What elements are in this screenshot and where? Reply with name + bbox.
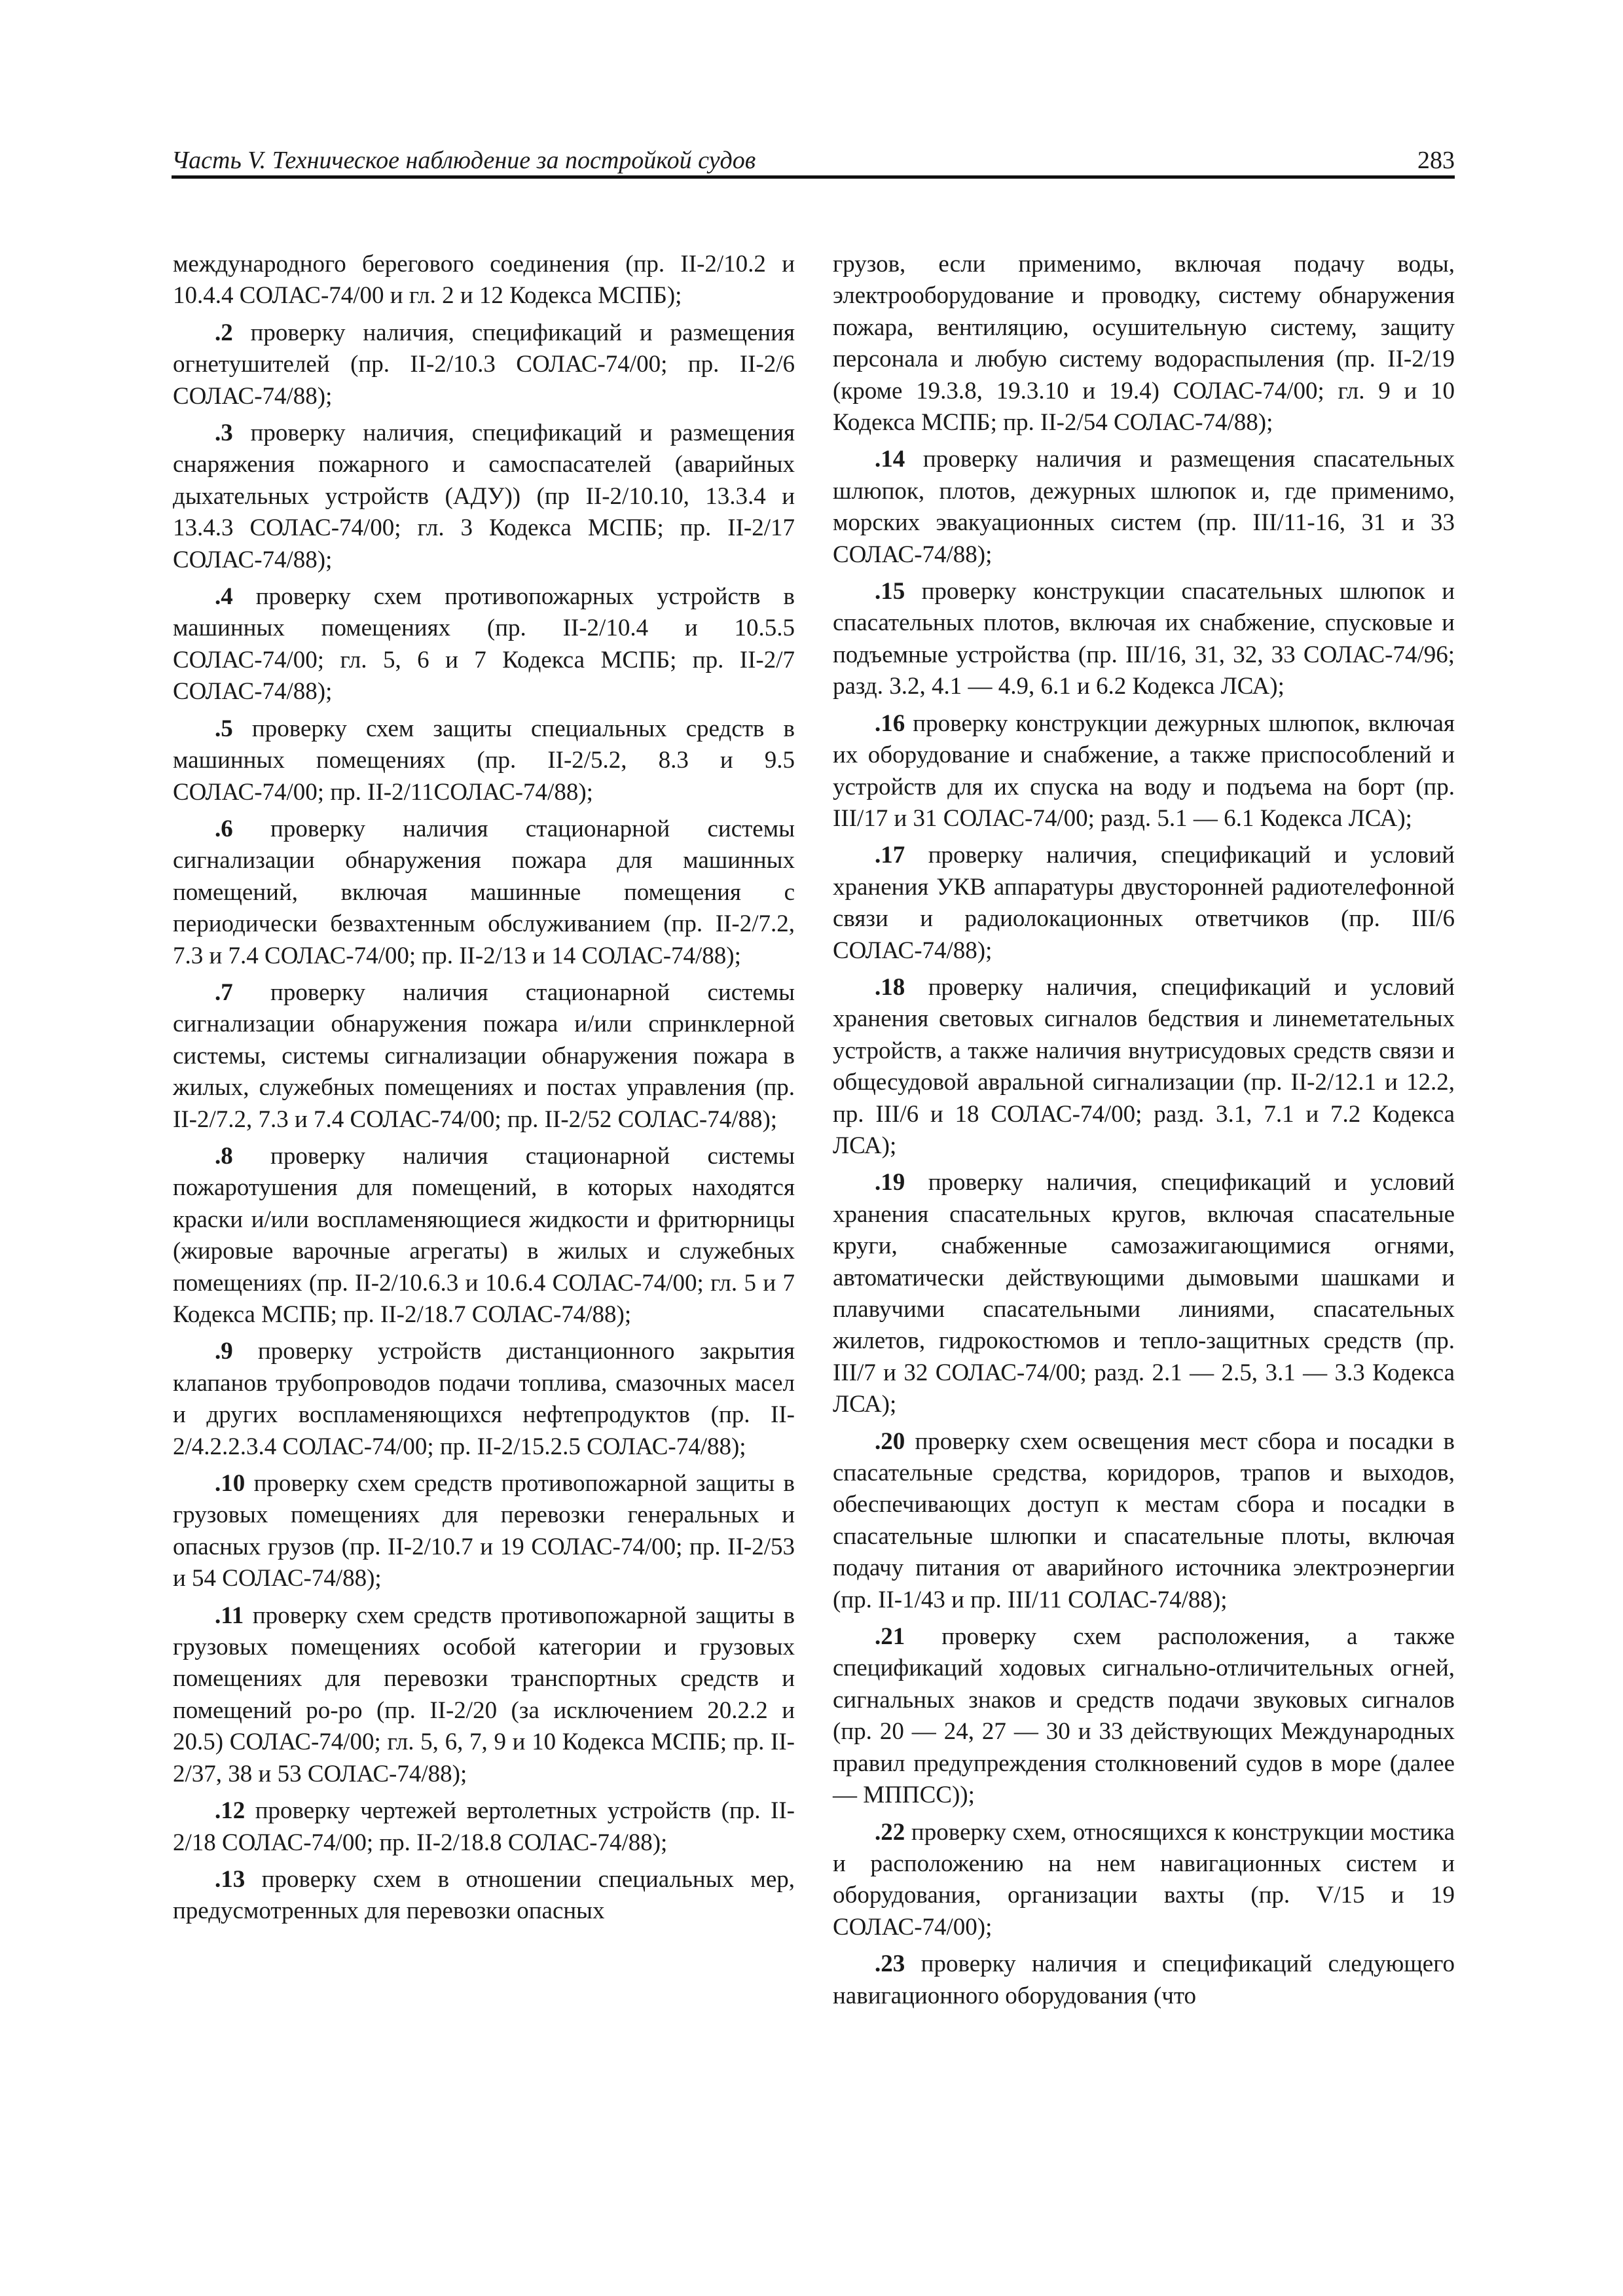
- item-text: проверку чертежей вертолетных устройств (пр. II-2/18 СОЛАС-74/00; пр. II-2/18.8 СОЛАС-74/88);: [173, 1797, 795, 1856]
- list-item: [173, 317, 795, 412]
- item-number: .16: [875, 709, 905, 737]
- list-item: [833, 1426, 1455, 1616]
- item-text: проверку наличия, спецификаций и размещения снаряжения пожарного и самоспасателей (аварийных дыхательных устройств (АДУ)) (пр II-2/10.10, 13.3.4 и 13.4.3 СОЛАС-74/00; гл. 3 Кодекса МСПБ; пр. II-2/17 СОЛАС-74/88);: [173, 420, 795, 573]
- item-text: проверку наличия, спецификаций и условий хранения световых сигналов бедствия и линеметательных устройств, а также наличия внутрисудовых средств связи и общесудовой авральной сигнализации (пр. II-2/12.1 и 12.2, пр. III/6 и 18 СОЛАС-74/00; разд. 3.1, 7.1 и 7.2 Кодекса ЛСА);: [833, 973, 1455, 1159]
- item-text: международного берегового соединения (пр. II-2/10.2 и 10.4.4 СОЛАС-74/00 и гл. 2 и 12 Кодекса МСПБ);: [173, 251, 795, 310]
- item-number: .5: [215, 715, 233, 742]
- list-item: [173, 1795, 795, 1859]
- list-item: [173, 1141, 795, 1331]
- list-item: [833, 1167, 1455, 1420]
- running-header: [172, 134, 1455, 173]
- item-number: .10: [215, 1470, 246, 1498]
- item-text: проверку наличия стационарной системы сигнализации обнаружения пожара и/или спринклерной системы, системы сигнализации обнаружения пожара в жилых, служебных помещениях и постах управления (пр. II-2/7.2, 7.3 и 7.4 СОЛАС-74/00; пр. II-2/52 СОЛАС-74/88);: [173, 978, 795, 1133]
- list-item: [833, 840, 1455, 967]
- list-item: [833, 708, 1455, 835]
- item-text: проверку наличия стационарной системы пожаротушения для помещений, в которых находятся краски и/или воспламеняющиеся жидкости и фритюрницы (жировые варочные агрегаты) в жилых и служебных помещениях (пр. II-2/10.6.3 и 10.6.4 СОЛАС-74/00; гл. 5 и 7 Кодекса МСПБ; пр. II-2/18.7 СОЛАС-74/88);: [173, 1142, 795, 1328]
- item-number: .6: [215, 815, 233, 842]
- item-number: .17: [875, 842, 905, 869]
- item-number: .12: [215, 1797, 246, 1825]
- list-item: [173, 1468, 795, 1595]
- item-number: .21: [875, 1623, 905, 1651]
- item-text: проверку схем защиты специальных средств в машинных помещениях (пр. II-2/5.2, 8.3 и 9.5 СОЛАС-74/00; пр. II-2/11СОЛАС-74/88);: [173, 715, 795, 806]
- right-column: [833, 249, 1455, 2017]
- item-number: .23: [875, 1950, 905, 1978]
- header-title: Часть V. Техническое наблюдение за постройкой судов: [172, 147, 756, 174]
- item-number: .9: [215, 1338, 233, 1365]
- list-item: [833, 1817, 1455, 1944]
- list-item: [173, 713, 795, 808]
- list-item: [833, 576, 1455, 703]
- list-item: [173, 814, 795, 972]
- left-column: [173, 249, 795, 1933]
- item-number: .15: [875, 578, 905, 605]
- item-text: проверку конструкции дежурных шлюпок, включая их оборудование и снабжение, а также приспособлений и устройств для их спуска на воду и подъема на борт (пр. III/17 и 31 СОЛАС-74/00; разд. 5.1 — 6.1 Кодекса ЛСА);: [833, 709, 1455, 832]
- list-item: [173, 1600, 795, 1790]
- item-text: проверку наличия и размещения спасательных шлюпок, плотов, дежурных шлюпок и, где применимо, морских эвакуационных систем (пр. III/11-16, 31 и 33 СОЛАС-74/88);: [833, 446, 1455, 568]
- item-text: проверку устройств дистанционного закрытия клапанов трубопроводов подачи топлива, смазочных масел и других воспламеняющихся нефтепродуктов (пр. II-2/4.2.2.3.4 СОЛАС-74/00; пр. II-2/15.2.5 СОЛАС-74/88);: [173, 1338, 795, 1460]
- item-number: .8: [215, 1142, 233, 1170]
- item-number: .4: [215, 583, 233, 611]
- item-number: .20: [875, 1427, 905, 1455]
- item-text: проверку схем средств противопожарной защиты в грузовых помещениях для перевозки генеральных и опасных грузов (пр. II-2/10.7 и 19 СОЛАС-74/00; пр. II-2/53 и 54 СОЛАС-74/88);: [173, 1470, 795, 1592]
- list-item: [173, 418, 795, 576]
- item-text: проверку схем в отношении специальных мер, предусмотренных для перевозки опасных: [173, 1865, 795, 1925]
- item-number: .11: [215, 1602, 244, 1629]
- list-item: [833, 972, 1455, 1162]
- item-text: проверку наличия и спецификаций следующего навигационного оборудования (что: [833, 1950, 1455, 2009]
- item-text: проверку схем расположения, а также спецификаций ходовых сигнально-отличительных огней, сигнальных знаков и средств подачи звуковых сигналов (пр. 20 — 24, 27 — 30 и 33 действующих Международных правил предупреждения столкновений судов в море (далее — МППСС));: [833, 1623, 1455, 1809]
- item-text: проверку конструкции спасательных шлюпок и спасательных плотов, включая их снабжение, спусковые и подъемные устройства (пр. III/16, 31, 32, 33 СОЛАС-74/96; разд. 3.2, 4.1 — 4.9, 6.1 и 6.2 Кодекса ЛСА);: [833, 578, 1455, 700]
- page-number: 283: [1417, 147, 1455, 174]
- item-number: .13: [215, 1865, 246, 1893]
- item-number: .7: [215, 978, 233, 1006]
- list-item: [833, 249, 1455, 439]
- list-item: [833, 1621, 1455, 1811]
- item-number: .14: [875, 446, 905, 473]
- item-number: .3: [215, 420, 233, 447]
- list-item: [833, 1948, 1455, 2012]
- item-text: проверку схем противопожарных устройств в машинных помещениях (пр. II-2/10.4 и 10.5.5 СОЛАС-74/00; гл. 5, 6 и 7 Кодекса МСПБ; пр. II-2/7 СОЛАС-74/88);: [173, 583, 795, 706]
- item-text: проверку наличия, спецификаций и условий хранения УКВ аппаратуры двусторонней радиотелефонной связи и радиолокационных ответчиков (пр. III/6 СОЛАС-74/88);: [833, 842, 1455, 964]
- item-text: грузов, если применимо, включая подачу воды, электрооборудование и проводку, систему обнаружения пожара, вентиляцию, осушительную систему, защиту персонала и любую систему водораспыления (пр. II-2/19 (кроме 19.3.8, 19.3.10 и 19.4) СОЛАС-74/00; гл. 9 и 10 Кодекса МСПБ; пр. II-2/54 СОЛАС-74/88);: [833, 251, 1455, 437]
- list-item: [173, 977, 795, 1136]
- list-item: [833, 444, 1455, 571]
- list-item: [173, 249, 795, 312]
- item-number: .18: [875, 973, 905, 1001]
- item-number: .2: [215, 319, 233, 346]
- item-text: проверку наличия, спецификаций и размещения огнетушителей (пр. II-2/10.3 СОЛАС-74/00; пр. II-2/6 СОЛАС-74/88);: [173, 319, 795, 410]
- item-text: проверку наличия стационарной системы сигнализации обнаружения пожара для машинных помещений, включая машинные помещения с периодически безвахтенным обслуживанием (пр. II-2/7.2, 7.3 и 7.4 СОЛАС-74/00; пр. II-2/13 и 14 СОЛАС-74/88);: [173, 815, 795, 969]
- item-text: проверку схем, относящихся к конструкции мостика и расположению на нем навигационных систем и оборудования, организации вахты (пр. V/15 и 19 СОЛАС-74/00);: [833, 1818, 1455, 1941]
- list-item: [173, 581, 795, 708]
- item-text: проверку схем средств противопожарной защиты в грузовых помещениях особой категории и грузовых помещениях для перевозки транспортных средств и помещений ро-ро (пр. II-2/20 (за исключением 20.2.2 и 20.5) СОЛАС-74/00; гл. 5, 6, 7, 9 и 10 Кодекса МСПБ; пр. II-2/37, 38 и 53 СОЛАС-74/88);: [173, 1602, 795, 1787]
- item-text: проверку схем освещения мест сбора и посадки в спасательные средства, коридоров, трапов и выходов, обеспечивающих доступ к местам сбора и посадки в спасательные шлюпки и спасательные плоты, включая подачу питания от аварийного источника электроэнергии (пр. II-1/43 и пр. III/11 СОЛАС-74/88);: [833, 1427, 1455, 1613]
- item-text: проверку наличия, спецификаций и условий хранения спасательных кругов, включая спасательные круги, снабженные самозажигающимися огнями, автоматически действующими дымовыми шашками и плавучими спасательными линиями, спасательных жилетов, гидрокостюмов и тепло-защитных средств (пр. III/7 и 32 СОЛАС-74/00; разд. 2.1 — 2.5, 3.1 — 3.3 Кодекса ЛСА);: [833, 1169, 1455, 1418]
- header-rule: [172, 175, 1455, 179]
- list-item: [173, 1336, 795, 1463]
- item-number: .19: [875, 1169, 905, 1196]
- list-item: [173, 1864, 795, 1928]
- item-number: .22: [875, 1818, 905, 1846]
